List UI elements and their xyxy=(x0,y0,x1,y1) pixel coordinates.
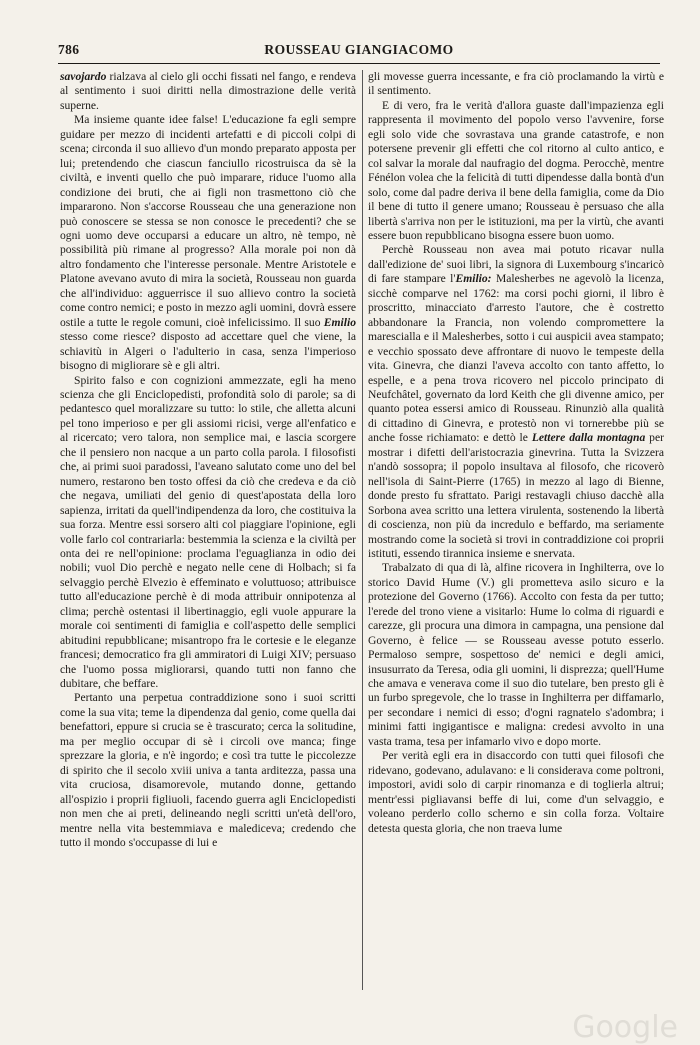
paragraph: Pertanto una perpetua contraddizione sono i suoi scritti come la sua vita; teme la dipendenza dal genio, come quella dai benefattori, eppure si crucia se è trascurato; cerca la solitudine, ma per meglio occupar di sè i circoli ove manca; finge sprezzare la gloria, e n'è ingordo; e così tra tutte le piccolezze di spirito che il secolo xviii univa a tanta arditezza, passa una vita cruciosa, disamorevole, mutando donne, gettando all'ospizio i proprii figliuoli, facendo guerra agli Enciclopedisti non men che ai preti, delineando negli scritti un'età dell'oro, mentre nella vita bestemmiava e malediceva; credendo che tutto il mondo s'occupasse di lui e xyxy=(60,691,356,850)
paragraph: Trabalzato di qua di là, alfine ricovera in Inghilterra, ove lo storico David Hume (V.) gli prometteva asilo sicuro e la protezione del Governo (1766). Accolto con festa da per tutto; l'erede del trono viene a visitarlo: Hume lo colma di riguardi e carezze, gli procura una dimora in campagna, una pensione dal Governo, è felice — se Rousseau avesse potuto esserlo. Permaloso sempre, sospettoso de' nemici e degli amici, insusurrato da Teresa, odia gli uomini, li disprezza; quell'Hume che amava e venerava come il suo dio tutelare, ben presto gli è un furbo spregevole, che lo trasse in Inghilterra per diffamarlo, per secondare i nemici di esso; d'ogni ragnatelo s'adombra; i minimi fatti ingigantisce e maligna: credesi avvolto in una vasta trama, tesa per infamarlo vivo e dopo morte. xyxy=(368,561,664,748)
column-divider xyxy=(362,70,363,990)
running-title: ROUSSEAU GIANGIACOMO xyxy=(264,42,454,57)
right-column xyxy=(368,70,664,836)
left-column xyxy=(60,70,356,850)
running-header xyxy=(58,42,660,62)
paragraph: Ma insieme quante idee false! L'educazione fa egli sempre guidare per mezzo di incidenti artefatti e di piccoli colpi di scena; circonda il suo allievo d'un mondo preparato apposta per lui; pretendendo che ciascun fanciullo ricostruisca da sè la civiltà, e inventi quello che può imparare, riduce l'uomo alla condizione dei bruti, che ai figli non trasmettono ciò che impararono. Non s'accorse Rousseau che una generazione non può conoscere se stessa se non conosce le precedenti? che se ogni uomo deve occuparsi a educare un altro, nè tempo, nè possibilità più rimane al progresso? Alla morale poi non dà altro fondamento che l'interesse personale. Mentre Aristotele e Platone avevano avuto di mira la società, Rousseau non guarda che all'individuo: agguerrisce il suo allievo contro la società come contro nemici; e posto in mezzo agli uomini, dovrà essere ostile a tutte le regole comuni, cioè infelicissimo. Il suo Emilio stesso come riesce? disposto ad accettare quel che viene, la schiavitù in Algeri o l'adulterio in casa, senza l'imperioso bisogno di migliorare sè e gli altri. xyxy=(60,113,356,373)
paragraph: savojardo rialzava al cielo gli occhi fissati nel fango, e rendeva al sentimento i suoi diritti nella dimostrazione delle verità superne. xyxy=(60,70,356,112)
paragraph: Perchè Rousseau non avea mai potuto ricavar nulla dall'edizione de' suoi libri, la signora di Luxembourg s'incaricò di fare stampare l'Emilio: Malesherbes ne agevolò la licenza, sicchè comparve nel 1762: ma corsi pochi giorni, il libro è proscritto, minacciato d'arresto l'autore, che è costretto abbandonare la Francia, non volendo compromettere la marescialla e il Malesherbes, sotto i cui auspicii avea stampato; e vecchio spossato deve affrontare di nuovo le tempeste della vita. Ginevra, che dianzi l'aveva accolto con tanto affetto, lo espelle, e a pena trova ricovero nel piccolo principato di Neufchâtel, governato da lord Keith che gli divenne amico, per quanto potea essersi amico di Rousseau. Rinunziò alla qualità di cittadino di Ginevra, e protestò non vi tornerebbe più se anche fosse richiamato: e dettò le Lettere dalla montagna per mostrar i difetti dell'aristocrazia ginevrina. Tutta la Svizzera n'andò sossopra; il popolo insultava al filosofo, che ricoverò nell'isola di Saint-Pierre (1765) in mezzo al lago di Bienne, donde presto fu sfrattato. Parigi restavagli chiuso dacchè alla Sorbona avea scritto una lettera virulenta, sostenendo la libertà di coscienza, non più da incredulo e beffardo, ma seriamente mostrando come la società si trovi in contraddizione coi proprii istituti, essendo tirannica insieme e snervata. xyxy=(368,243,664,560)
watermark: Google xyxy=(572,1010,678,1045)
paragraph: Spirito falso e con cognizioni ammezzate, egli ha meno scienza che gli Enciclopedisti, profondità solo di parole; sa di pedantesco quel moralizzare su tutto: lo stile, che alletta alcuni pel tono imperioso e per gli assiomi ricisi, verge all'enfatico e al ricercato; vero talora, non semplice mai, e lascia scorgere che il pensiero non nacque a un parto colla parola. I filosofisti che, ai primi suoi paradossi, l'aveano salutato come uno del bel numero, restarono ben tosto offesi da ciò che credeva e da ciò che negava, umiliati del genio di quest'apostata della loro sapienza, irritati da quell'indipendenza da loro, che costituiva la sua forza. Mentre essi sorsero alti col piaggiare l'opinione, egli volle farlo col contrariarla: bestemmia la scienza e la civiltà per onta dei re nell'opinione: proclama l'eguaglianza in odio dei nobili; vuol Dio perchè e negato nelle cene di Holbach; si fa selvaggio perchè Elvezio è effeminato e voluttuoso; attribuisce tutto all'educazione perchè è di moda attribuir onnipotenza al clima; perchè ostentasi il libertinaggio, egli vuole appurare la morale coi sentimenti di famiglia e coll'aspetto delle semplici abitudini repubblicane; misantropo fra le cortesie e le eleganze francesi; democratico fra gli ammiratori di Luigi XIV; persuaso che l'uomo possa migliorarsi, quando tutti non fanno che dubitare, che beffare. xyxy=(60,373,356,691)
paragraph: E di vero, fra le verità d'allora guaste dall'impazienza egli rappresenta il movimento del popolo verso l'avvenire, forse egli solo vide che sovrastava una grande catastrofe, e non potersene prevenir gli effetti che col ritorno al culto antico, e col salvar la morale dal naufragio del dogma. Perocchè, mentre Fénélon volea che la felicità di tutti dipendesse dalla bontà d'un solo, come dal padre deriva il bene della famiglia, come da Dio il bene di tutto il genere umano; Rousseau è persuaso che alla libertà s'arriva non per le istituzioni, ma per la virtù, che avanti essere buon repubblicano bisogna essere buon uomo. xyxy=(368,98,664,242)
page-number: 786 xyxy=(58,42,80,57)
paragraph: Per verità egli era in disaccordo con tutti quei filosofi che ridevano, godevano, adulavano: e li considerava come poltroni, impostori, avidi solo di carpir rinomanza e di toglierla altrui; mentr'essi pigliavansi beffe di lui, come d'un selvaggio, e voleano perderlo collo scherno e sin colla forza. Voltaire detesta questa gloria, che non traeva lume xyxy=(368,749,664,835)
header-rule xyxy=(58,63,660,64)
paragraph: gli movesse guerra incessante, e fra ciò proclamando la virtù e il sentimento. xyxy=(368,70,664,98)
